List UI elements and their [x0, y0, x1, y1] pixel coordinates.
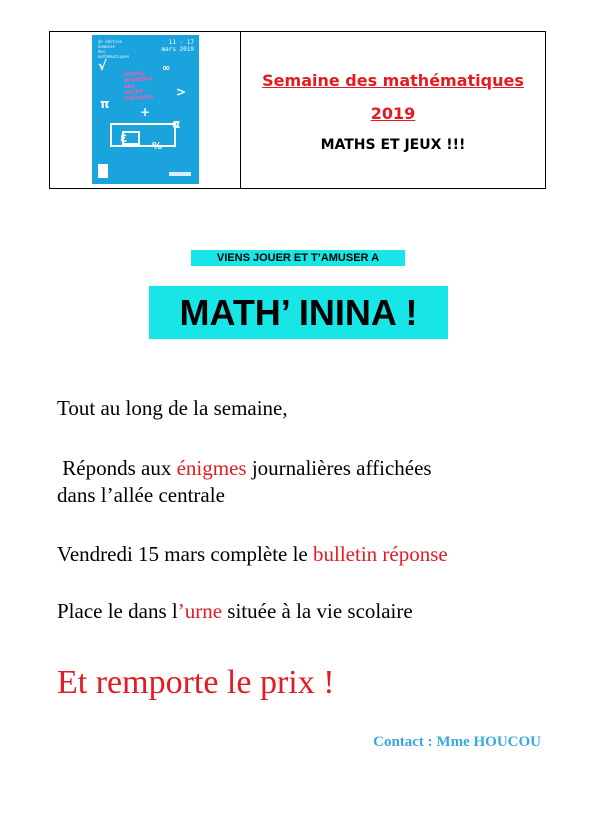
sqrt-icon: √ — [98, 59, 107, 74]
body-line-2-continued: dans l’allée centrale — [57, 483, 225, 507]
body-line-1: Tout au long de la semaine, — [57, 396, 288, 420]
epsilon-icon: ε — [120, 131, 128, 146]
poster-dates-text: 11 - 17 mars 2019 — [161, 39, 194, 53]
body-line-4-post: située à la vie scolaire — [222, 599, 413, 623]
poster-frame-shape — [110, 123, 176, 147]
body-line-3-highlight: bulletin réponse — [313, 542, 448, 566]
poster-inner-frame-shape — [122, 131, 140, 145]
body-line-3-pre: Vendredi 15 mars complète le — [57, 542, 313, 566]
poster-tagline-text: Jouons ensemble aux mathé- matiques — [122, 69, 154, 102]
greater-than-icon: > — [176, 85, 187, 99]
poster-sponsor-logo — [169, 172, 191, 176]
poster-cell — [50, 32, 241, 188]
body-line-2-highlight: énigmes — [176, 456, 247, 480]
body-line-2 — [57, 455, 557, 509]
percent-icon: % — [152, 141, 163, 152]
alpha-icon: α — [172, 117, 181, 131]
body-line-4-pre: Place le dans l — [57, 599, 178, 623]
headline-banner: MATH’ ININA ! — [149, 286, 448, 339]
event-year: 2019 — [370, 104, 416, 123]
event-title: Semaine des mathématiques — [262, 71, 524, 90]
body-line-2-post: journalières affichées — [246, 456, 432, 480]
body-line-4-highlight: ’urne — [177, 599, 223, 623]
contact-line: Contact : Mme HOUCOU — [373, 734, 541, 750]
event-poster-image — [92, 35, 199, 184]
header-table — [49, 31, 546, 189]
closing-line: Et remporte le prix ! — [57, 664, 335, 701]
body-line-2-pre: Réponds aux — [57, 456, 177, 480]
poster-edition-text: 4e édition Semaine des mathématiques — [98, 39, 130, 59]
invite-banner: VIENS JOUER ET T’AMUSER A — [191, 250, 405, 266]
pi-icon: π — [100, 97, 110, 111]
plus-icon: + — [140, 105, 151, 119]
poster-logo — [98, 164, 108, 178]
event-subtitle: MATHS ET JEUX !!! — [320, 137, 466, 153]
body-line-4 — [57, 598, 557, 625]
body-line-3 — [57, 541, 557, 568]
infinity-icon: ∞ — [162, 63, 171, 74]
title-cell — [241, 32, 545, 188]
